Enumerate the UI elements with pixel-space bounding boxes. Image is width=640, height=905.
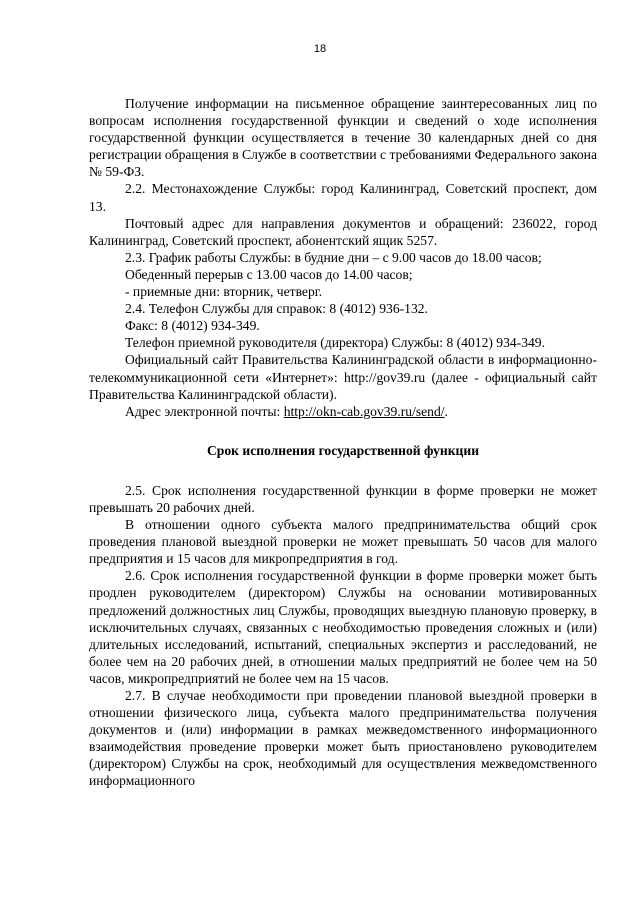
paragraph-lunch-break: Обеденный перерыв с 13.00 часов до 14.00 часов;: [125, 266, 413, 282]
email-suffix: .: [444, 403, 448, 419]
paragraph-reception-phone: Телефон приемной руководителя (директора) Службы: 8 (4012) 934-349.: [125, 335, 545, 351]
paragraph-info-request: Получение информации на письменное обращение заинтересованных лиц по вопросам исполнения государственной функции и сведений о ходе исполнения государственной функции осуществляется в течение 30 календарных дней со дня регистрации обращения в Службе в соответствии с требованиями Федерального закона № 59-ФЗ.: [89, 96, 597, 180]
paragraph-reception-days: - приемные дни: вторник, четверг.: [125, 284, 323, 300]
paragraph-2-7: 2.7. В случае необходимости при проведении плановой выездной проверки в отношении физического лица, субъекта малого предпринимательства получения документов и (или) информации в рамках межведомственного информационного взаимодействия проведение проверки может быть приостановлено руководителем (директором) Службы на срок, необходимый для осуществления межведомственного информационного: [89, 688, 597, 789]
page-number: 18: [313, 43, 327, 55]
paragraph-email: [89, 403, 597, 420]
section-heading: Срок исполнения государственной функции: [206, 442, 480, 458]
email-label: Адрес электронной почты:: [125, 403, 284, 419]
paragraph-postal-address: Почтовый адрес для направления документов и обращений: 236022, город Калининград, Советский проспект, абонентский ящик 5257.: [89, 215, 597, 248]
email-link[interactable]: http://okn-cab.gov39.ru/send/: [283, 403, 445, 419]
paragraph-fax: Факс: 8 (4012) 934-349.: [125, 318, 260, 334]
paragraph-official-site: Официальный сайт Правительства Калининградской области в информационно-телекоммуникационной сети «Интернет»: http://gov39.ru (далее - официальный сайт Правительства Калининградской области).: [89, 352, 597, 402]
paragraph-small-business-limit: В отношении одного субъекта малого предпринимательства общий срок проведения плановой выездной проверки не может превышать 50 часов для малого предприятия и 15 часов для микропредприятия в год.: [89, 517, 597, 567]
paragraph-2-6: 2.6. Срок исполнения государственной функции в форме проверки может быть продлен руководителем (директором) Службы на основании мотивированных предложений должностных лиц Службы, проводящих выездную плановую проверку, в исключительных случаях, связанных с необходимостью проведения сложных и (или) длительных исследований, испытаний, специальных экспертиз и расследований, не более чем на 20 рабочих дней, в отношении малых предприятий не более чем на 50 часов, микропредприятий не более чем на 15 часов.: [89, 568, 597, 686]
paragraph-location: 2.2. Местонахождение Службы: город Калининград, Советский проспект, дом 13.: [89, 181, 597, 214]
document-body: [89, 95, 597, 790]
paragraph-work-schedule: 2.3. График работы Службы: в будние дни – с 9.00 часов до 18.00 часов;: [125, 249, 542, 265]
paragraph-2-5: 2.5. Срок исполнения государственной функции в форме проверки не может превышать 20 рабочих дней.: [89, 482, 597, 515]
paragraph-phone: 2.4. Телефон Службы для справок: 8 (4012) 936-132.: [125, 301, 428, 317]
